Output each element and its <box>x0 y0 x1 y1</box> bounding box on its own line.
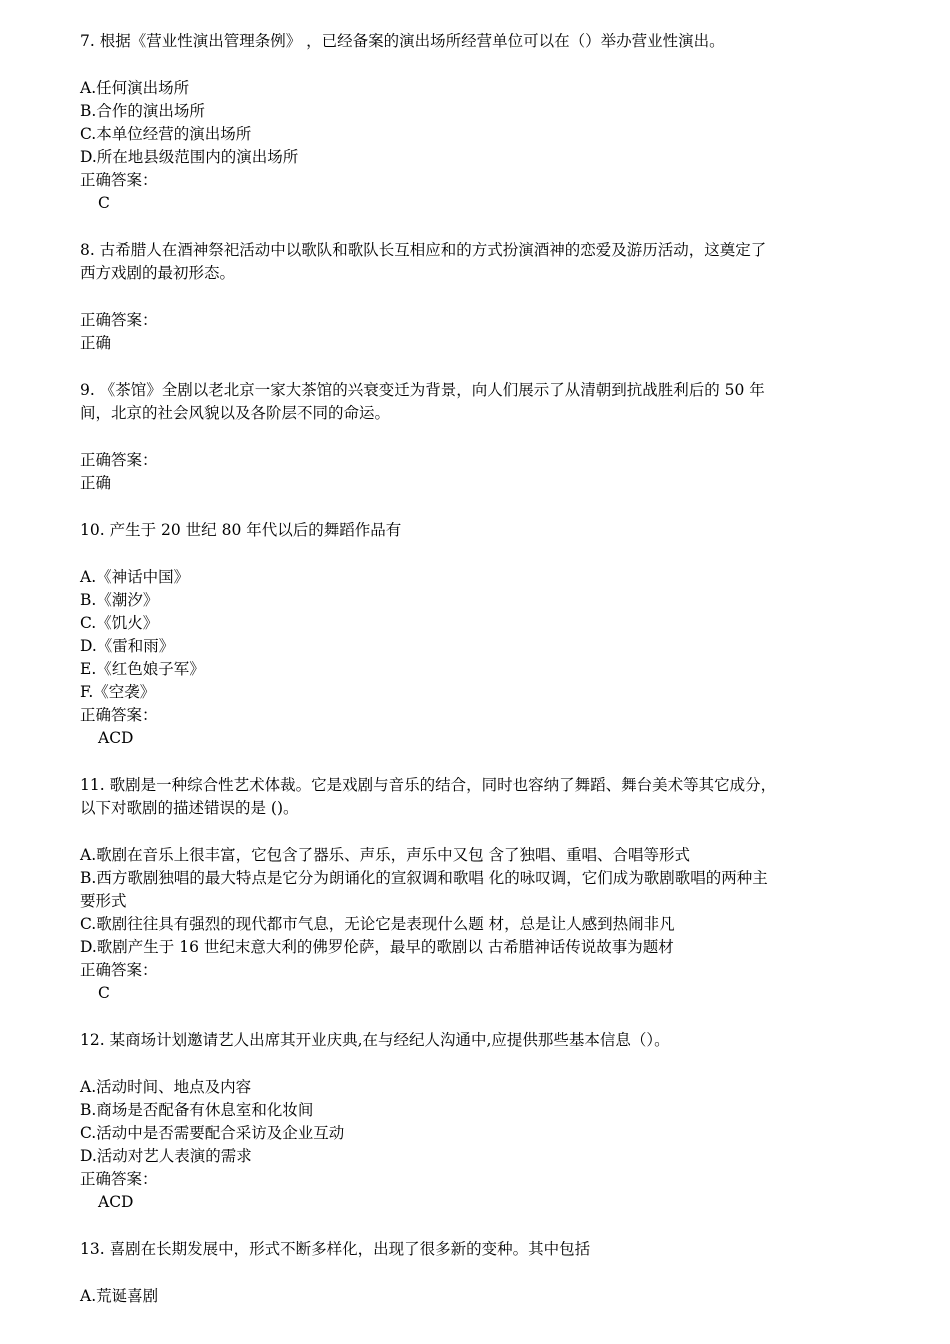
question-8 <box>80 239 870 355</box>
question-stem: 8. 古希腊人在酒神祭祀活动中以歌队和歌队长互相应和的方式扮演酒神的恋爱及游历活动，这奠定了 <box>80 241 767 259</box>
option: B.西方歌剧独唱的最大特点是它分为朗诵化的宣叙调和歌唱 化的咏叹调，它们成为歌剧歌唱的两种主 <box>80 869 768 887</box>
option: D.歌剧产生于 16 世纪末意大利的佛罗伦萨，最早的歌剧以 古希腊神话传说故事为题材 <box>80 938 674 956</box>
answer-label: 正确答案： <box>80 706 158 724</box>
question-11 <box>80 774 870 1005</box>
question-10 <box>80 519 870 750</box>
answer-value: ACD <box>98 729 134 747</box>
question-stem: 7. 根据《营业性演出管理条例》 ，已经备案的演出场所经营单位可以在（）举办营业性演出。 <box>80 32 725 50</box>
option: C.本单位经营的演出场所 <box>80 125 252 143</box>
option: E.《红色娘子军》 <box>80 660 205 678</box>
answer-value: 正确 <box>80 474 112 492</box>
answer-label: 正确答案： <box>80 171 158 189</box>
answer-label: 正确答案： <box>80 311 158 329</box>
question-12 <box>80 1029 870 1214</box>
question-stem: 西方戏剧的最初形态。 <box>80 264 236 282</box>
question-stem: 11. 歌剧是一种综合性艺术体裁。它是戏剧与音乐的结合，同时也容纳了舞蹈、舞台美术等其它成分， <box>80 776 777 794</box>
answer-label: 正确答案： <box>80 1170 158 1188</box>
document-page <box>80 30 870 1308</box>
option: B.合作的演出场所 <box>80 102 205 120</box>
option: B.《潮汐》 <box>80 591 159 609</box>
option: D.活动对艺人表演的需求 <box>80 1147 252 1165</box>
question-9 <box>80 379 870 495</box>
answer-label: 正确答案： <box>80 961 158 979</box>
answer-label: 正确答案： <box>80 451 158 469</box>
question-stem: 间，北京的社会风貌以及各阶层不同的命运。 <box>80 404 391 422</box>
option: D.《雷和雨》 <box>80 637 175 655</box>
question-stem: 9. 《茶馆》全剧以老北京一家大茶馆的兴衰变迁为背景，向人们展示了从清朝到抗战胜利后的 50 年 <box>80 381 765 399</box>
option: B.商场是否配备有休息室和化妆间 <box>80 1101 314 1119</box>
option: C.活动中是否需要配合采访及企业互动 <box>80 1124 345 1142</box>
question-stem: 以下对歌剧的描述错误的是 ()。 <box>80 799 299 817</box>
answer-value: C <box>98 984 110 1002</box>
question-stem: 10. 产生于 20 世纪 80 年代以后的舞蹈作品有 <box>80 521 402 539</box>
option: D.所在地县级范围内的演出场所 <box>80 148 299 166</box>
question-13 <box>80 1238 870 1308</box>
option: A.活动时间、地点及内容 <box>80 1078 252 1096</box>
option: 要形式 <box>80 892 127 910</box>
option: C.歌剧往往具有强烈的现代都市气息，无论它是表现什么题 材，总是让人感到热闹非凡 <box>80 915 675 933</box>
option: A.荒诞喜剧 <box>80 1287 159 1305</box>
question-stem: 13. 喜剧在长期发展中，形式不断多样化，出现了很多新的变种。其中包括 <box>80 1240 591 1258</box>
option: A.《神话中国》 <box>80 568 190 586</box>
answer-value: 正确 <box>80 334 112 352</box>
option: A.任何演出场所 <box>80 79 190 97</box>
option: A.歌剧在音乐上很丰富，它包含了器乐、声乐，声乐中又包 含了独唱、重唱、合唱等形式 <box>80 846 691 864</box>
option: C.《饥火》 <box>80 614 159 632</box>
question-stem: 12. 某商场计划邀请艺人出席其开业庆典,在与经纪人沟通中,应提供那些基本信息（）。 <box>80 1031 670 1049</box>
question-7 <box>80 30 870 215</box>
answer-value: ACD <box>98 1193 134 1211</box>
option: F.《空袭》 <box>80 683 156 701</box>
answer-value: C <box>98 194 110 212</box>
